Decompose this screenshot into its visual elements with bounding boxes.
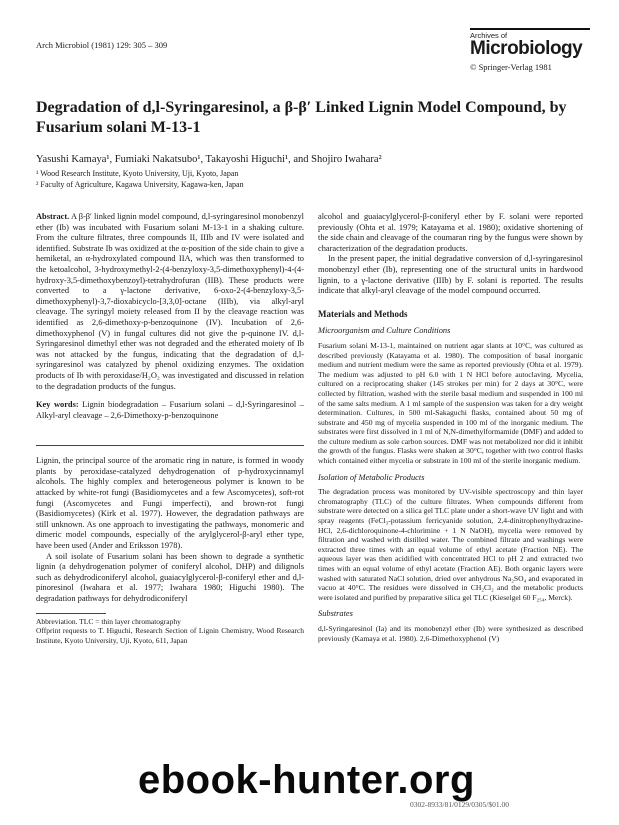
intro-paragraph-2: A soil isolate of Fusarium solani has been shown to degrade a synthetic lignin (a dehydrogenation polymer of coniferyl alcohol, DHP) and dilignols such as dehydrodiconiferyl alcohol, guaiacylglycerol-β-coniferyl ether and d,l-pinoresinol (Iwahara et al. 1977; Iwahara 1980; Higuchi 1980). The degradation pathways for dehydrodiconiferyl [36, 551, 304, 603]
doi-fragment: 0302-8933/81/0129/0305/$01.00 [410, 800, 509, 809]
abstract [36, 212, 304, 392]
subsection-substrates-heading: Substrates [318, 609, 353, 619]
paper-title: Degradation of d,l-Syringaresinol, a β-β′ Linked Lignin Model Compound, by Fusarium solani M-13-1 [36, 99, 567, 136]
author-list: Yasushi Kamaya¹, Fumiaki Nakatsubo¹, Takayoshi Higuchi¹, and Shojiro Iwahara² [36, 154, 382, 165]
right-column [318, 212, 583, 643]
footnote-divider [36, 613, 106, 614]
affiliation-2: ² Faculty of Agriculture, Kagawa University, Kagawa-ken, Japan [36, 179, 244, 189]
intro-paragraph-1: Lignin, the principal source of the aromatic ring in nature, is formed in woody plants by peroxidase-catalyzed dehydrogenation of p-hydroxycinnamyl alcohols. The highly complex and heterogeneous polymer is known to be attacked by white-rot fungi (Basidiomycetes and a few Ascomycetes), soft-rot fungi (Ascomycetes and Fungi imperfecti), and brown-rot fungi (Basidiomycetes) (Kirk et al. 1977). However, the degradation pathways are still unknown. As one approach to investigating the pathways, monomeric and dimeric model compounds, especially of the arylglycerol-β-aryl ether type, have been used (Ander and Eriksson 1978). [36, 456, 304, 551]
subsection-culture-heading: Microorganism and Culture Conditions [318, 326, 451, 336]
journal-label-small: Archives of [470, 28, 590, 40]
affiliations [36, 169, 244, 190]
present-paper-paragraph: In the present paper, the initial degradative conversion of d,l-syringaresinol monobenzyl ether (Ib), representing one of the structural units in hardwood lignin, to a γ-lactone derivative (IIIb) by F. solani is reported. The results indicate that alkyl-aryl cleavage of the model compound occurred. [318, 254, 583, 296]
watermark-text: ebook-hunter.org [138, 758, 475, 802]
abstract-text: A β-β′ linked lignin model compound, d,l-syringaresinol monobenzyl ether (Ib) was incubated with Fusarium solani M-13-1 in a shaking culture. From the culture filtrates, three compounds II, IIIb and IV were isolated and identified. Substrate Ib was oxidized at the α-position of the side chain to give a hemiketal, an α-hydroxylated compound IIA, which was then transformed to the ketoalcohol, 3-hydroxymethyl-2-(4-benzyloxy-3,5-dimethoxyphenyl)-4-(4-hydroxy-3,5-dimethoxybenzoyl)-tetrahydrofuran (IIB). These products were converted to a γ-lactone derivative, 6-oxo-2-(4-benzyloxy-3,5-dimethoxyphenyl)-3,7-dioxabicyclo-[3,3,0]-octane (IIIb), via alkyl-aryl cleavage. The syringyl moiety released from II by the cleavage reaction was identified as 2,6-dimethoxy-p-benzoquinone (IV). Incubation of 2,6-dimethoxyphenol (V) in fungal cultures did not give the p-quinone IV. d,l-Syringaresinol dimethyl ether was not degraded and the etherated moiety of Ib was not attacked by the fungus, indicating that the degradation of d,l-syringaresinol was catalyzed by phenol oxidizing enzymes. The oxidation products of Ib with peroxidase/H₂O₂ was investigated and discussed in relation to the degradation products of the fungus. [36, 212, 304, 391]
section-divider [36, 445, 304, 446]
culture-conditions-text: Fusarium solani M-13-1, maintained on nutrient agar slants at 10°C, was cultured as described previously (Katayama et al. 1980). The composition of basal inorganic medium and nutrient medium were the same as reported previously (Ohta et al. 1979). The medium was adjusted to pH 6.0 with 1 N HCl before autoclaving. Mycelia, cultured on a reciprocating shaker (145 strokes per min) for 2 days at 30°C, were collected by filtration, washed with the sterile basal medium and suspended in 100 ml of the same salts medium. A 1 ml sample of the suspension was taken for a dry weight determination. Cultures, in 500 ml-Sakaguchi flasks, contained about 50 mg of substrate and 450 mg of mycelia suspended in 100 ml of the inorganic medium. The substrates were first dissolved in 1 ml of N,N-dimethylformamide (DMF) and added to the culture medium as sole carbon sources. DMF was not metabolized nor did it inhibit the growth of the fungus. Flasks were shaken at 30°C, together with two control flasks which contained either mycelia or substrate in 100 ml of the sterile inorganic medium. [318, 340, 583, 466]
offprint-note: Offprint requests to T. Higuchi, Research Section of Lignin Chemistry, Wood Research Institute, Kyoto University, Uji, Kyoto, 611, Japan [36, 626, 304, 645]
journal-masthead [470, 28, 590, 72]
keywords-label: Key words: [36, 400, 79, 410]
journal-logo: Microbiology [470, 38, 583, 59]
copyright-notice: © Springer-Verlag 1981 [470, 62, 552, 72]
abbreviation-note: Abbreviation. TLC = thin layer chromatography [36, 616, 181, 626]
left-column [36, 212, 304, 645]
methods-heading: Materials and Methods [318, 308, 408, 319]
abstract-label: Abstract. [36, 212, 70, 221]
intro-continuation: alcohol and guaiacylglycerol-β-coniferyl ether by F. solani were reported previously (Ohta et al. 1979; Katayama et al. 1980); oxidative shortening of the side chain and cleavage of the coumaran ring by the fungus were shown by characterization of the degradation products. [318, 212, 583, 253]
citation-header: Arch Microbiol (1981) 129: 305 – 309 [36, 40, 168, 50]
keywords [36, 400, 304, 421]
affiliation-1: ¹ Wood Research Institute, Kyoto University, Uji, Kyoto, Japan [36, 169, 239, 178]
substrates-text: d,l-Syringaresinol (Ia) and its monobenzyl ether (Ib) were synthesized as described previously (Kamaya et al. 1980). 2,6-Dimethoxyphenol (V) [318, 623, 583, 643]
subsection-isolation-heading: Isolation of Metabolic Products [318, 472, 425, 482]
keywords-text: Lignin biodegradation – Fusarium solani – d,l-Syringaresinol – Alkyl-aryl cleavage – 2,6-Dimethoxy-p-benzoquinone [36, 400, 304, 420]
isolation-text: The degradation process was monitored by UV-visible spectroscopy and thin layer chromatography (TLC) of the culture filtrates. When compounds different from substrate were detected on a silica gel TLC plate under a short-wave UV light and with spray reagents (FeCl₃-potassium ferricyanide solution, 2,4-dinitrophenylhydrazine-HCl, 2,6-dichloroquinone-4-chlorimine + 1 N NaOH), mycelia were removed by filtration and washed with distilled water. The combined filtrate and washings were extracted three times with an equal volume of ethyl acetate (Fraction NE). The aqueous layer was then acidified with concentrated HCl to pH 2 and extracted two times with an equal volume of ethyl acetate (Fraction AE). Both organic layers were washed with saturated NaCl solution, dried over anhydrous Na₂SO₄ and evaporated in vacuo at 40°C. The residues were dissolved in CH₂Cl₂ and the metabolic products were isolated and purified by preparative silica gel TLC (Kieselgel 60 F₂₅₄, Merck). [318, 487, 583, 602]
